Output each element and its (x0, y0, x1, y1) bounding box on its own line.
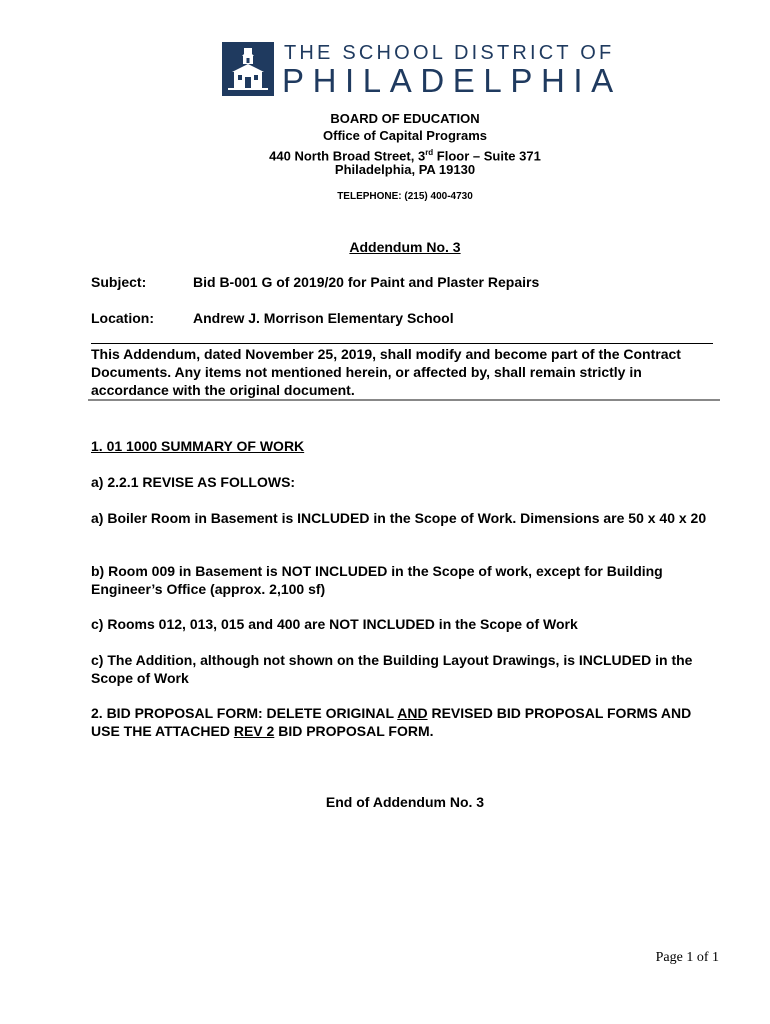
location-row (91, 310, 454, 326)
item-rooms-excluded: c) Rooms 012, 013, 015 and 400 are NOT INCLUDED in the Scope of Work (91, 616, 578, 632)
divider-top (91, 343, 713, 344)
page-number: Page 1 of 1 (655, 950, 719, 965)
item-addition: c) The Addition, although not shown on the Building Layout Drawings, is INCLUDED in the Scope of Work (91, 652, 693, 686)
section-summary-of-work: 1. 01 1000 SUMMARY OF WORK (91, 438, 305, 454)
addendum-title: Addendum No. 3 (349, 239, 461, 255)
revise-heading: a) 2.2.1 REVISE AS FOLLOWS: (91, 474, 296, 490)
section-bid-proposal-form: 2. BID PROPOSAL FORM: DELETE ORIGINAL AND REVISED BID PROPOSAL FORMS AND USE THE ATTACHED REV 2 BID PROPOSAL FORM. (91, 705, 692, 739)
school-building-icon (222, 42, 274, 96)
street-address: 440 North Broad Street, 3rd Floor – Suite 371 (269, 148, 541, 164)
telephone: TELEPHONE: (215) 400-4730 (337, 191, 473, 202)
subject-row (91, 274, 540, 290)
intro-paragraph: This Addendum, dated November 25, 2019, shall modify and become part of the Contract Documents. Any items not mentioned herein, or affected by, shall remain strictly in accordance with the original document. (91, 346, 681, 398)
district-logo (222, 42, 622, 99)
end-of-addendum: End of Addendum No. 3 (325, 794, 485, 810)
item-room-009: b) Room 009 in Basement is NOT INCLUDED in the Scope of work, except for Building Engineer’s Office (approx. 2,100 sf) (91, 563, 663, 597)
city-state-zip: Philadelphia, PA 19130 (334, 162, 476, 177)
location-label: Location: (91, 310, 154, 326)
board-of-education: BOARD OF EDUCATION (330, 111, 480, 126)
office-name: Office of Capital Programs (323, 128, 487, 143)
item-boiler-room: a) Boiler Room in Basement is INCLUDED in the Scope of Work. Dimensions are 50 x 40 x 20 (91, 510, 707, 526)
logo-text-top: THE SCHOOL DISTRICT OF (284, 42, 615, 64)
logo-text-bottom: PHILADELPHIA (282, 62, 622, 99)
subject-label: Subject: (91, 274, 147, 290)
divider-bottom (88, 399, 720, 401)
location-value: Andrew J. Morrison Elementary School (193, 310, 454, 326)
subject-value: Bid B-001 G of 2019/20 for Paint and Plaster Repairs (193, 274, 540, 290)
